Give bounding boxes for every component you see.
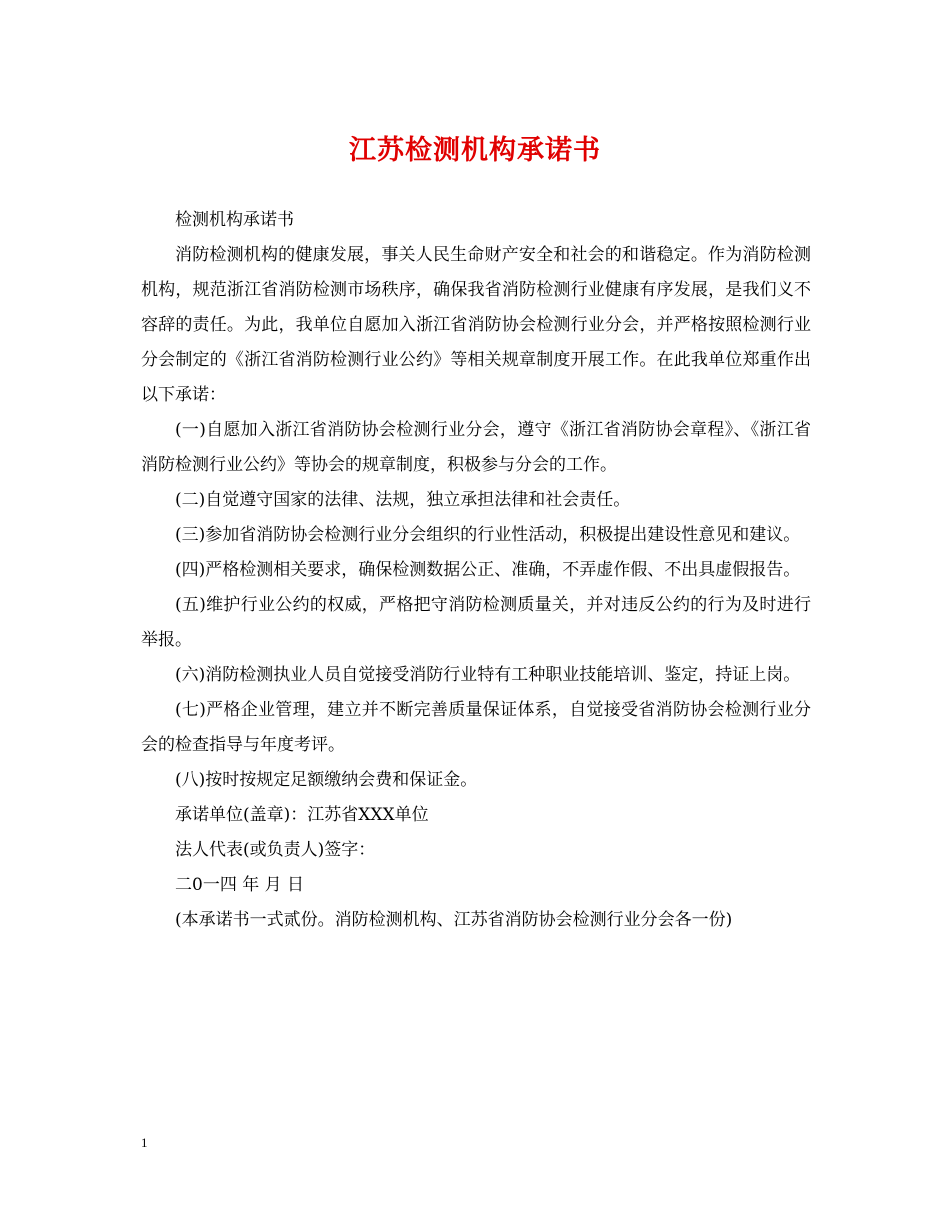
document-title: 江苏检测机构承诺书: [349, 135, 601, 166]
commitment-item-8: (八)按时按规定足额缴纳会费和保证金。: [175, 770, 478, 790]
commitment-item-4: (四)严格检测相关要求，确保检测数据公正、准确，不弄虚作假、不出具虚假报告。: [175, 560, 801, 580]
document-body: [141, 203, 811, 938]
commitment-item-2: (二)自觉遵守国家的法律、法规，独立承担法律和社会责任。: [175, 490, 631, 510]
signatory-unit: 承诺单位(盖章)：江苏省XXX单位: [175, 805, 429, 825]
commitment-item-7: (七)严格企业管理，建立并不断完善质量保证体系，自觉接受省消防协会检测行业分会的检查指导与年度考评。: [141, 700, 811, 755]
copies-note: (本承诺书一式贰份。消防检测机构、江苏省消防协会检测行业分会各一份): [175, 910, 733, 930]
date-line: 二0一四 年 月 日: [175, 875, 305, 895]
commitment-item-3: (三)参加省消防协会检测行业分会组织的行业性活动，积极提出建设性意见和建议。: [175, 525, 801, 545]
heading-paragraph: 检测机构承诺书: [175, 210, 294, 230]
commitment-item-1: (一)自愿加入浙江省消防协会检测行业分会，遵守《浙江省消防协会章程》、《浙江省消防检测行业公约》等协会的规章制度，积极参与分会的工作。: [141, 420, 811, 475]
intro-paragraph: 消防检测机构的健康发展，事关人民生命财产安全和社会的和谐稳定。作为消防检测机构，规范浙江省消防检测市场秩序，确保我省消防检测行业健康有序发展，是我们义不容辞的责任。为此，我单位自愿加入浙江省消防协会检测行业分会，并严格按照检测行业分会制定的《浙江省消防检测行业公约》等相关规章制度开展工作。在此我单位郑重作出以下承诺：: [141, 245, 811, 405]
legal-representative-signature: 法人代表(或负责人)签字：: [175, 840, 376, 860]
commitment-item-5: (五)维护行业公约的权威，严格把守消防检测质量关，并对违反公约的行为及时进行举报。: [141, 595, 811, 650]
page-number: 1: [141, 1135, 148, 1150]
commitment-item-6: (六)消防检测执业人员自觉接受消防行业特有工种职业技能培训、鉴定，持证上岗。: [175, 665, 801, 685]
